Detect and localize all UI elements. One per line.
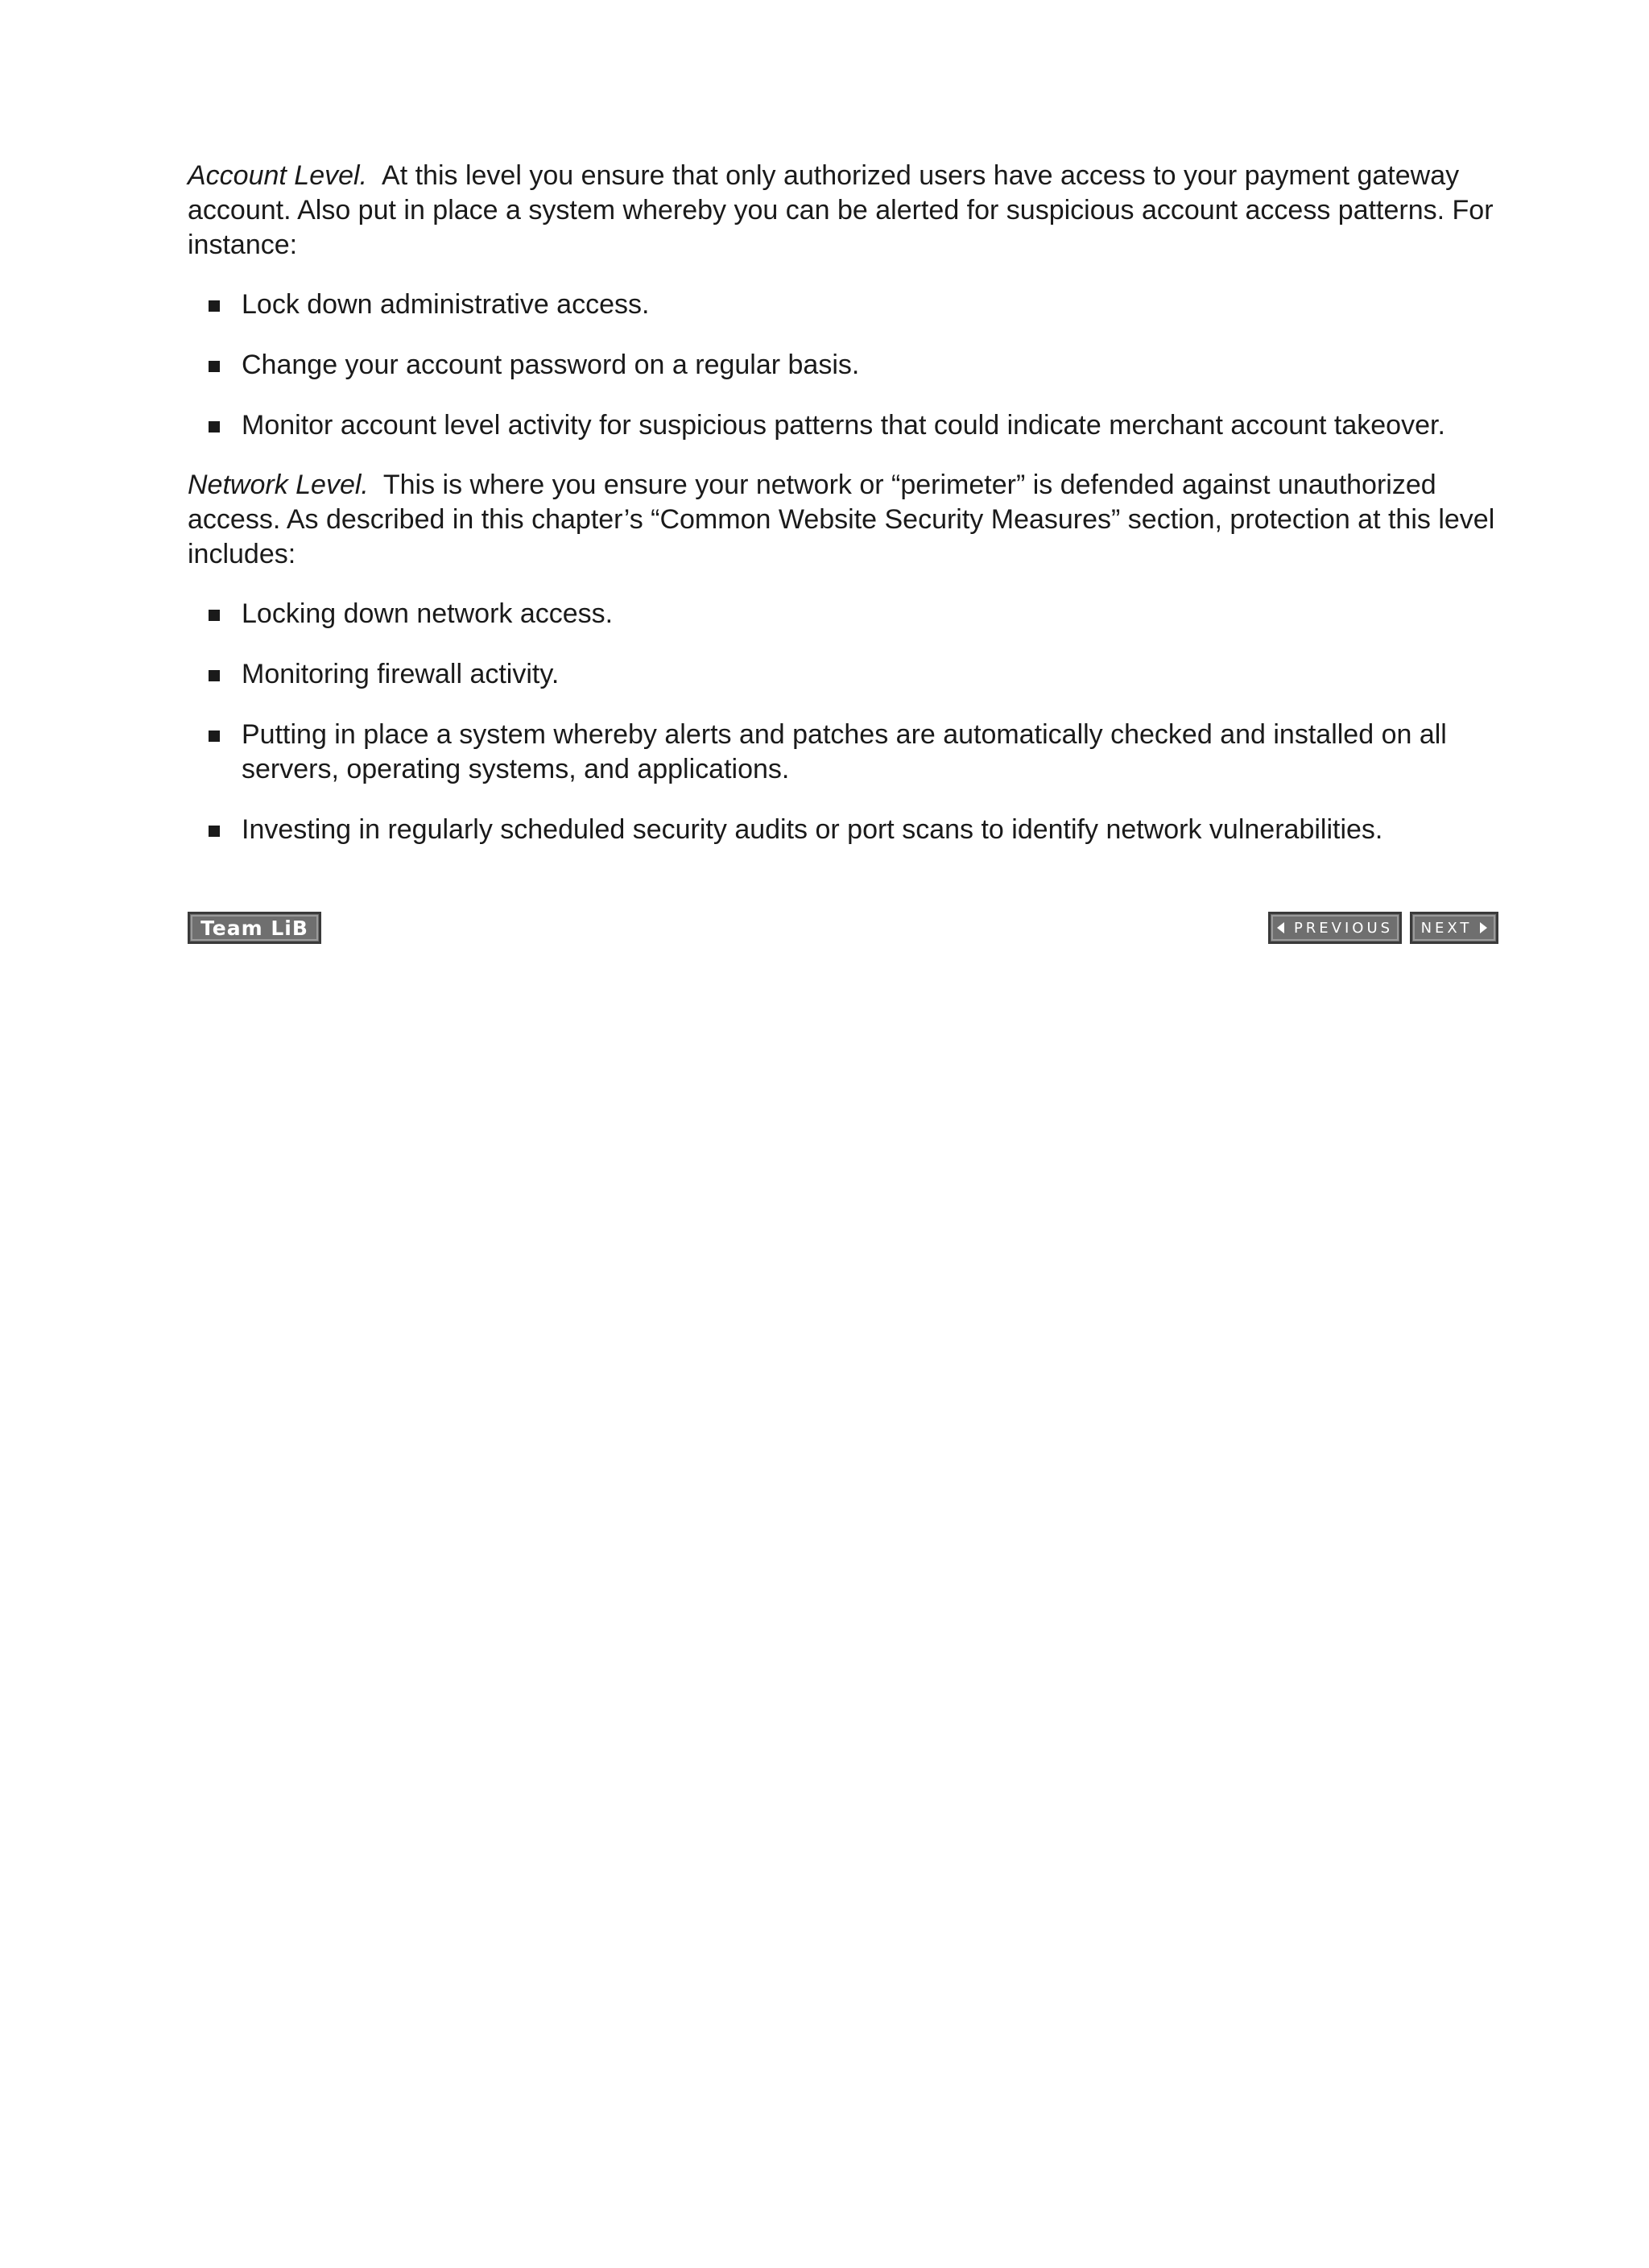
- list-item-text: Lock down administrative access.: [242, 289, 650, 320]
- team-lib-button[interactable]: [188, 912, 321, 944]
- network-level-paragraph: [188, 468, 1508, 572]
- account-level-list: [188, 288, 1508, 443]
- list-item: [188, 348, 1498, 383]
- account-level-text: At this level you ensure that only authorized users have access to your payment gateway account. Also put in place a system whereby you can be alerted for suspicious account access patterns. For instance:: [188, 160, 1494, 260]
- team-lib-label: Team LiB: [200, 916, 308, 940]
- list-item: [188, 657, 1498, 692]
- list-item-text: Change your account password on a regular basis.: [242, 350, 860, 380]
- next-label: NEXT: [1420, 919, 1473, 937]
- account-level-paragraph: [188, 159, 1508, 263]
- list-item-text: Putting in place a system whereby alerts and patches are automatically checked and installed on all servers, operating systems, and applications.: [242, 719, 1447, 784]
- footer-navigation: [188, 912, 1498, 944]
- account-level-heading: Account Level.: [188, 160, 368, 191]
- bullet-square-icon: [209, 826, 220, 837]
- network-level-list: [188, 597, 1508, 847]
- bullet-square-icon: [209, 421, 220, 432]
- list-item-text: Locking down network access.: [242, 598, 614, 629]
- previous-label: PREVIOUS: [1293, 919, 1394, 937]
- bullet-square-icon: [209, 300, 220, 312]
- next-button[interactable]: [1410, 912, 1498, 944]
- triangle-right-icon: [1480, 922, 1487, 933]
- triangle-left-icon: [1277, 922, 1284, 933]
- bullet-square-icon: [209, 361, 220, 372]
- document-body: [188, 159, 1508, 872]
- list-item: [188, 408, 1498, 443]
- list-item: [188, 813, 1498, 847]
- bullet-square-icon: [209, 610, 220, 621]
- list-item: [188, 288, 1498, 322]
- list-item-text: Monitor account level activity for suspicious patterns that could indicate merchant account takeover.: [242, 410, 1445, 441]
- list-item-text: Monitoring firewall activity.: [242, 659, 560, 689]
- bullet-square-icon: [209, 730, 220, 742]
- list-item: [188, 597, 1498, 631]
- network-level-text: This is where you ensure your network or “perimeter” is defended against unauthorized access. As described in this chapter’s “Common Website Security Measures” section, protection at this level includes:: [188, 470, 1495, 569]
- previous-button[interactable]: [1268, 912, 1402, 944]
- list-item: [188, 718, 1498, 787]
- bullet-square-icon: [209, 670, 220, 681]
- list-item-text: Investing in regularly scheduled security audits or port scans to identify network vulnerabilities.: [242, 814, 1383, 845]
- network-level-heading: Network Level.: [188, 470, 369, 500]
